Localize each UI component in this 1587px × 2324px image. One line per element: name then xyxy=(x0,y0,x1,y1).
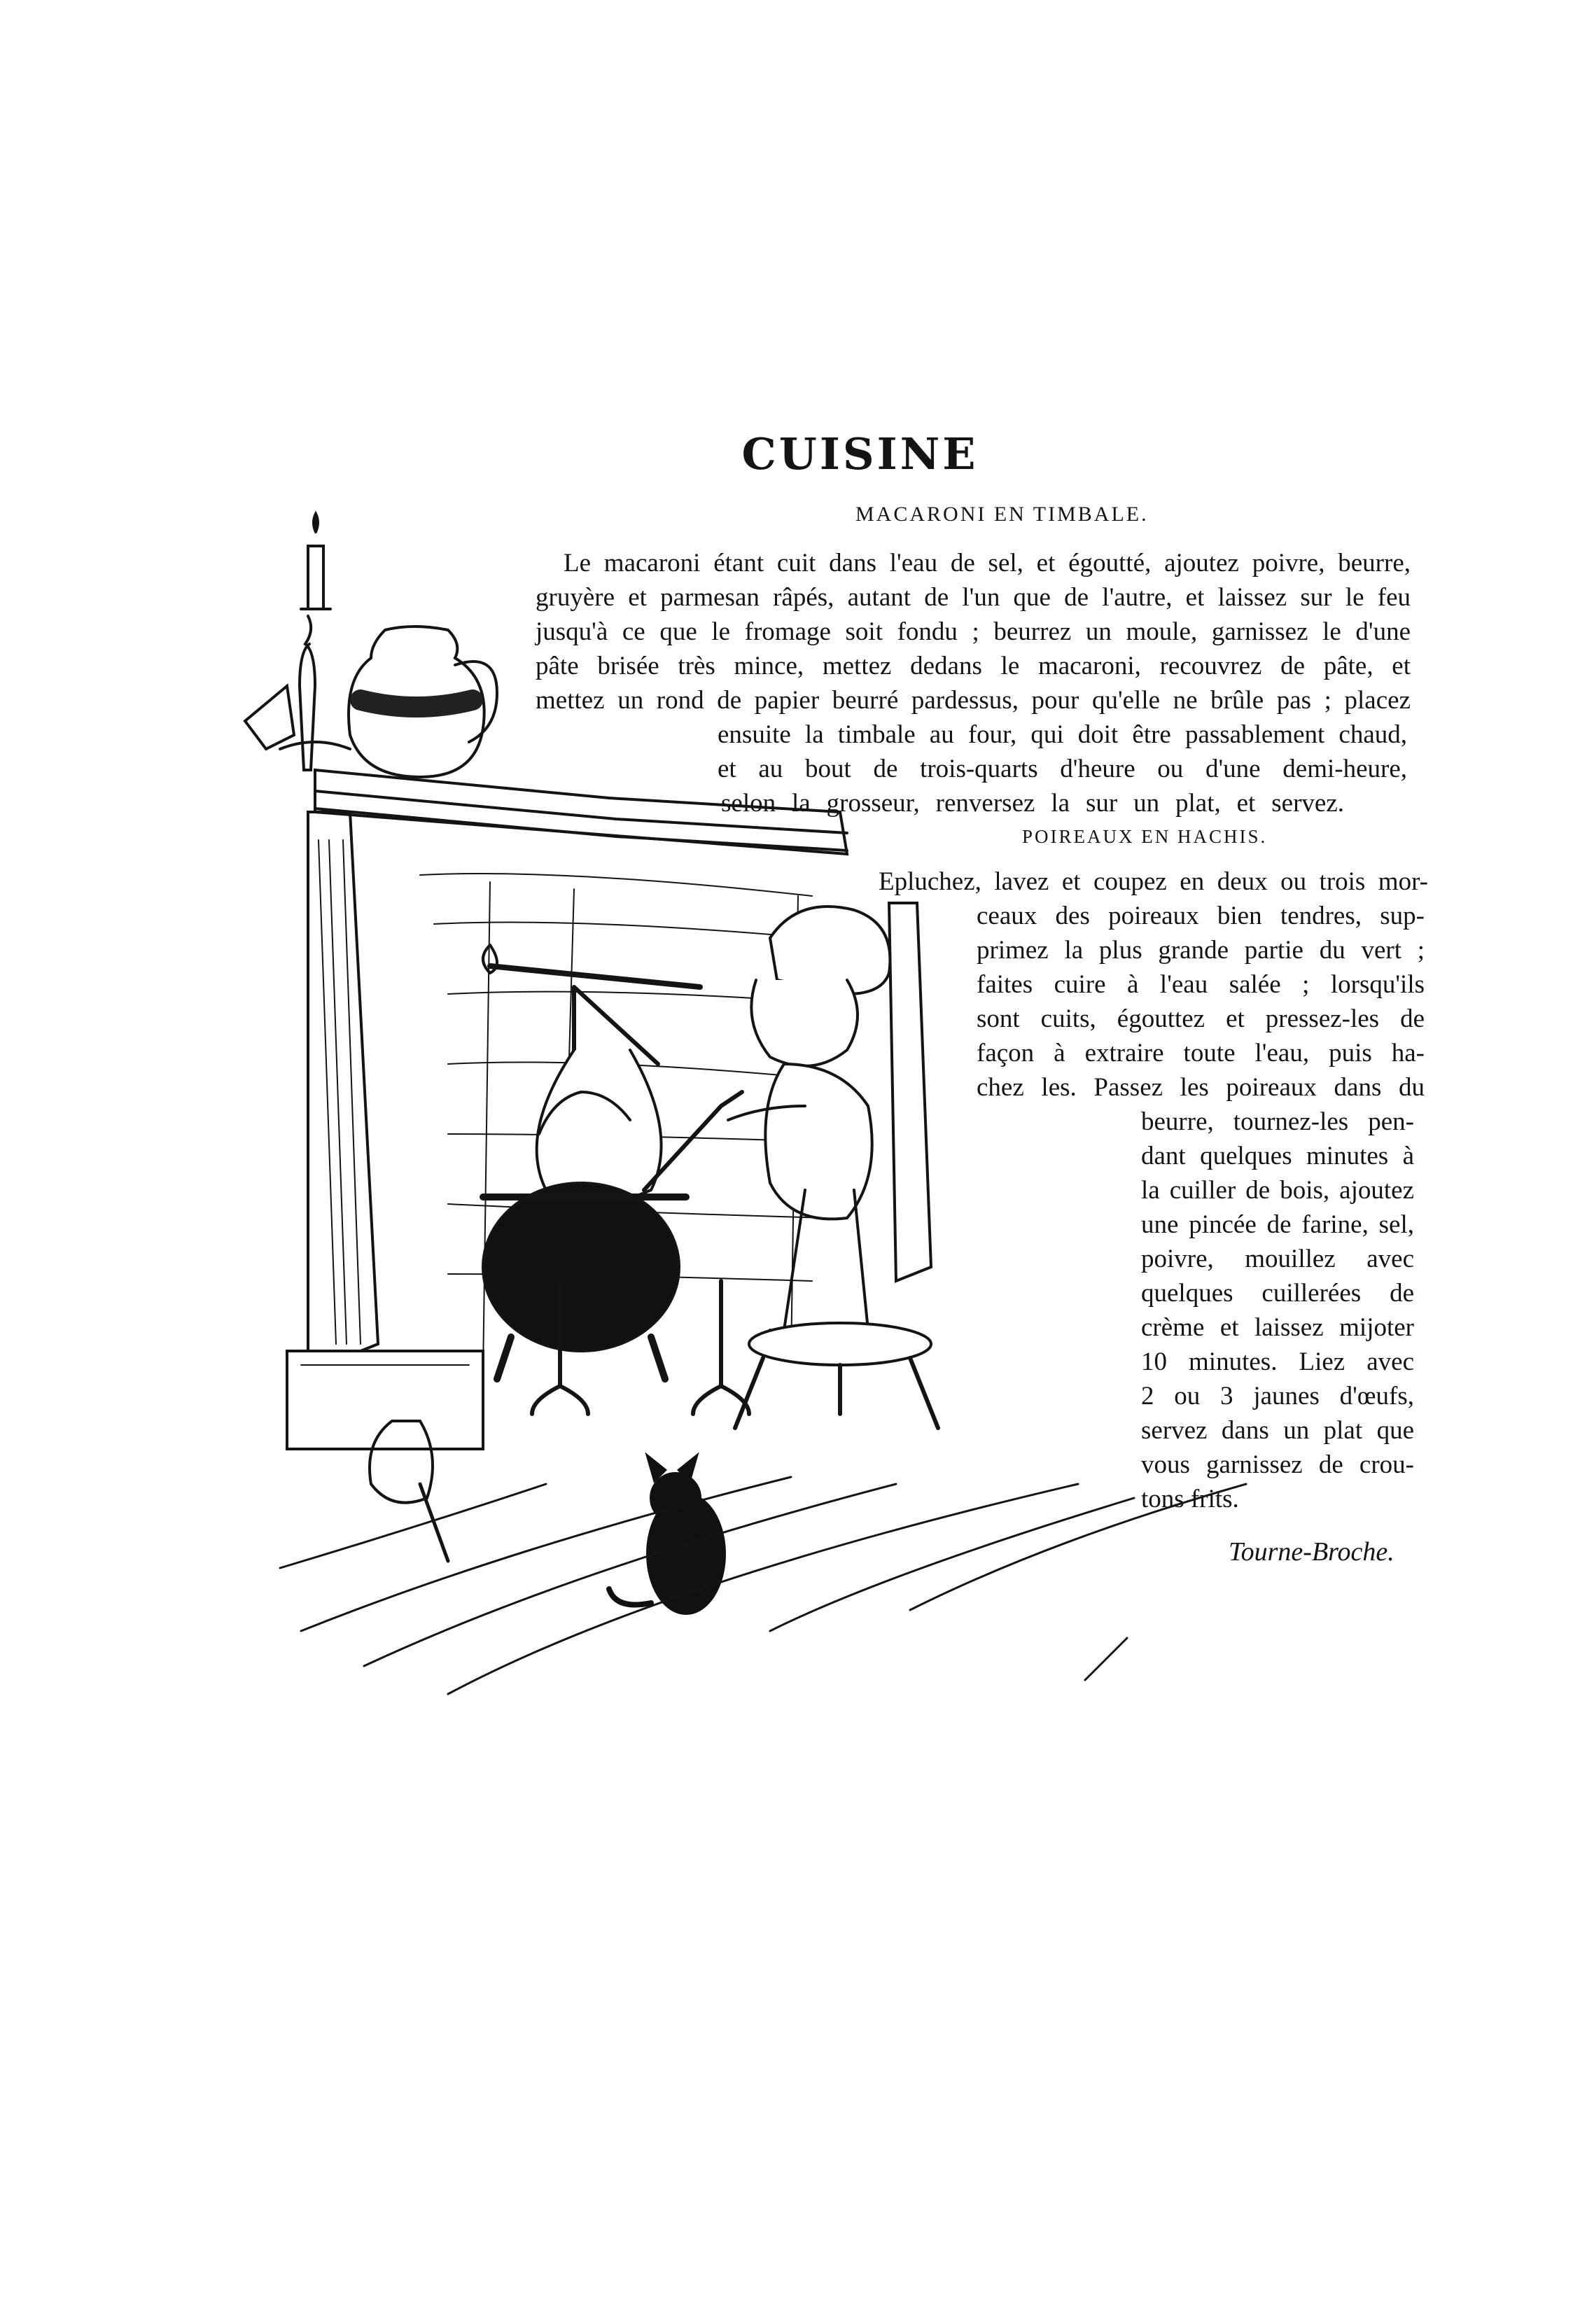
cauldron-icon xyxy=(483,1183,679,1351)
text-line: Le macaroni étant cuit dans l'eau de sel, et égoutté, ajoutez poivre, beurre, xyxy=(564,549,1411,578)
text-line: sont cuits, égouttez et pressez-les de xyxy=(977,1004,1425,1033)
text-line: tons frits. xyxy=(1141,1485,1239,1513)
text-line: une pincée de farine, sel, xyxy=(1141,1210,1414,1239)
text-line: gruyère et parmesan râpés, autant de l'un que de l'autre, et laissez sur le feu xyxy=(536,583,1411,612)
text-line: poivre, mouillez avec xyxy=(1141,1245,1414,1273)
stool-icon xyxy=(749,1323,931,1365)
author-signature: Tourne-Broche. xyxy=(1229,1537,1394,1567)
text-line: vous garnissez de crou- xyxy=(1141,1450,1414,1479)
text-line: servez dans un plat que xyxy=(1141,1416,1414,1445)
text-line: la cuiller de bois, ajoutez xyxy=(1141,1176,1414,1205)
text-line: Epluchez, lavez et coupez en deux ou trois mor- xyxy=(879,867,1428,896)
text-line: 10 minutes. Liez avec xyxy=(1141,1348,1414,1376)
text-line: selon la grosseur, renversez la sur un plat, et servez. xyxy=(721,789,1344,818)
recipe-heading-macaroni: MACARONI EN TIMBALE. xyxy=(855,503,1149,526)
cat-icon xyxy=(609,1456,725,1614)
candlestick-icon xyxy=(280,514,350,770)
text-line: façon à extraire toute l'eau, puis ha- xyxy=(977,1039,1425,1068)
text-line: mettez un rond de papier beurré pardessus, pour qu'elle ne brûle pas ; placez xyxy=(536,686,1411,715)
text-line: beurre, tournez-les pen- xyxy=(1141,1107,1414,1136)
text-line: faites cuire à l'eau salée ; lorsqu'ils xyxy=(977,970,1425,999)
text-line: 2 ou 3 jaunes d'œufs, xyxy=(1141,1382,1414,1410)
pitcher-icon xyxy=(349,626,497,777)
text-line: jusqu'à ce que le fromage soit fondu ; beurrez un moule, garnissez le d'une xyxy=(536,617,1411,646)
text-line: et au bout de trois-quarts d'heure ou d'une demi-heure, xyxy=(718,755,1407,783)
text-line: ceaux des poireaux bien tendres, sup- xyxy=(977,902,1425,930)
child-cook-icon xyxy=(728,906,890,1337)
text-line: chez les. Passez les poireaux dans du xyxy=(977,1073,1425,1102)
text-line: crème et laissez mijoter xyxy=(1141,1313,1414,1342)
text-line: ensuite la timbale au four, qui doit être passablement chaud, xyxy=(718,720,1407,749)
page-title: CUISINE xyxy=(741,428,979,479)
text-line: dant quelques minutes à xyxy=(1141,1142,1414,1170)
text-line: pâte brisée très mince, mettez dedans le macaroni, recouvrez de pâte, et xyxy=(536,652,1411,680)
text-line: primez la plus grande partie du vert ; xyxy=(977,936,1425,965)
text-line: quelques cuillerées de xyxy=(1141,1279,1414,1308)
recipe-heading-poireaux: POIREAUX EN HACHIS. xyxy=(1022,826,1268,847)
